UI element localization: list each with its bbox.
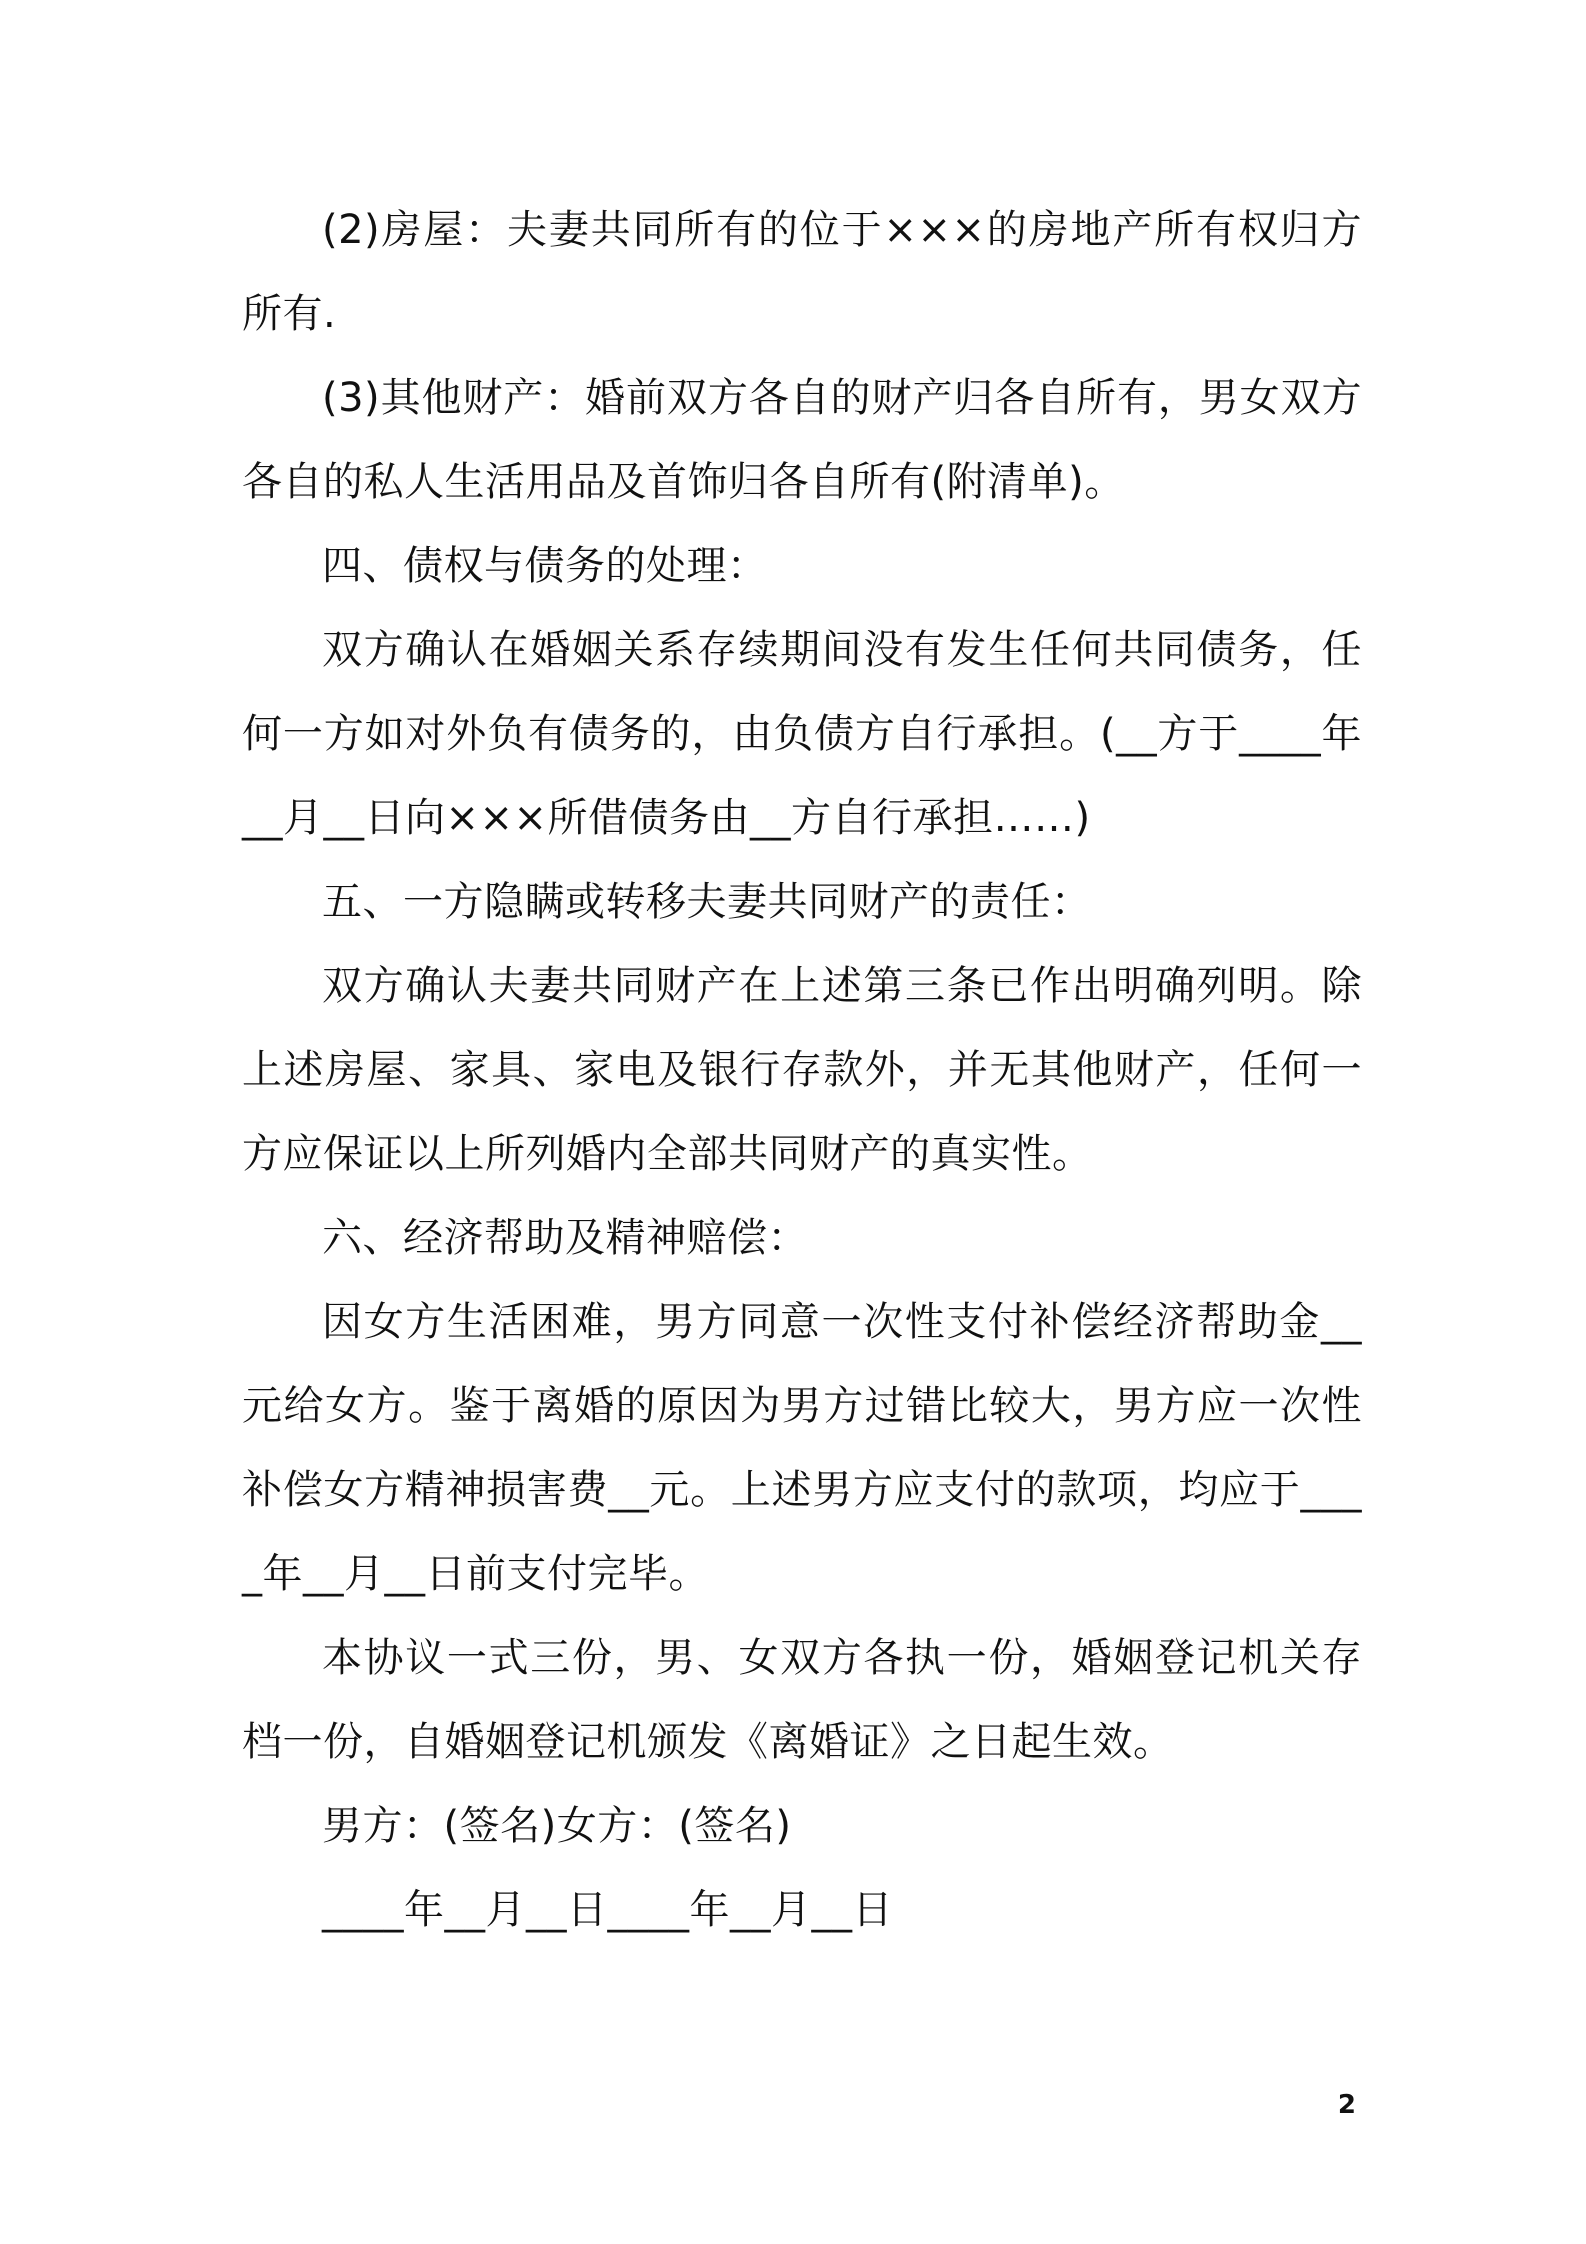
document-body [242,188,1362,1952]
paragraph-compensation: 因女方生活困难，男方同意一次性支付补偿经济帮助金__元给女方。鉴于离婚的原因为男方过错比较大，男方应一次性补偿女方精神损害费__元。上述男方应支付的款项，均应于____年__月__日前支付完毕。 [242,1299,1362,1597]
page-number: 2 [1337,2090,1356,2120]
heading-concealment: 五、一方隐瞒或转移夫妻共同财产的责任： [322,879,1092,925]
paragraph-copies: 本协议一式三份，男、女双方各执一份，婚姻登记机关存档一份，自婚姻登记机颁发《离婚证》之日起生效。 [242,1635,1362,1765]
paragraph-other-property: (3)其他财产：婚前双方各自的财产归各自所有，男女双方各自的私人生活用品及首饰归各自所有(附清单)。 [242,375,1362,505]
signature-line: 男方：(签名)女方：(签名) [322,1803,792,1849]
paragraph-debts: 双方确认在婚姻关系存续期间没有发生任何共同债务，任何一方如对外负有债务的，由负债方自行承担。(__方于____年__月__日向×××所借债务由__方自行承担……) [242,627,1362,841]
paragraph-house: (2)房屋：夫妻共同所有的位于×××的房地产所有权归方所有. [242,207,1362,337]
date-line: ____年__月__日____年__月__日 [322,1887,893,1933]
heading-debts: 四、债权与债务的处理： [322,543,768,589]
heading-compensation: 六、经济帮助及精神赔偿： [322,1215,808,1261]
paragraph-concealment: 双方确认夫妻共同财产在上述第三条已作出明确列明。除上述房屋、家具、家电及银行存款外，并无其他财产，任何一方应保证以上所列婚内全部共同财产的真实性。 [242,963,1362,1177]
